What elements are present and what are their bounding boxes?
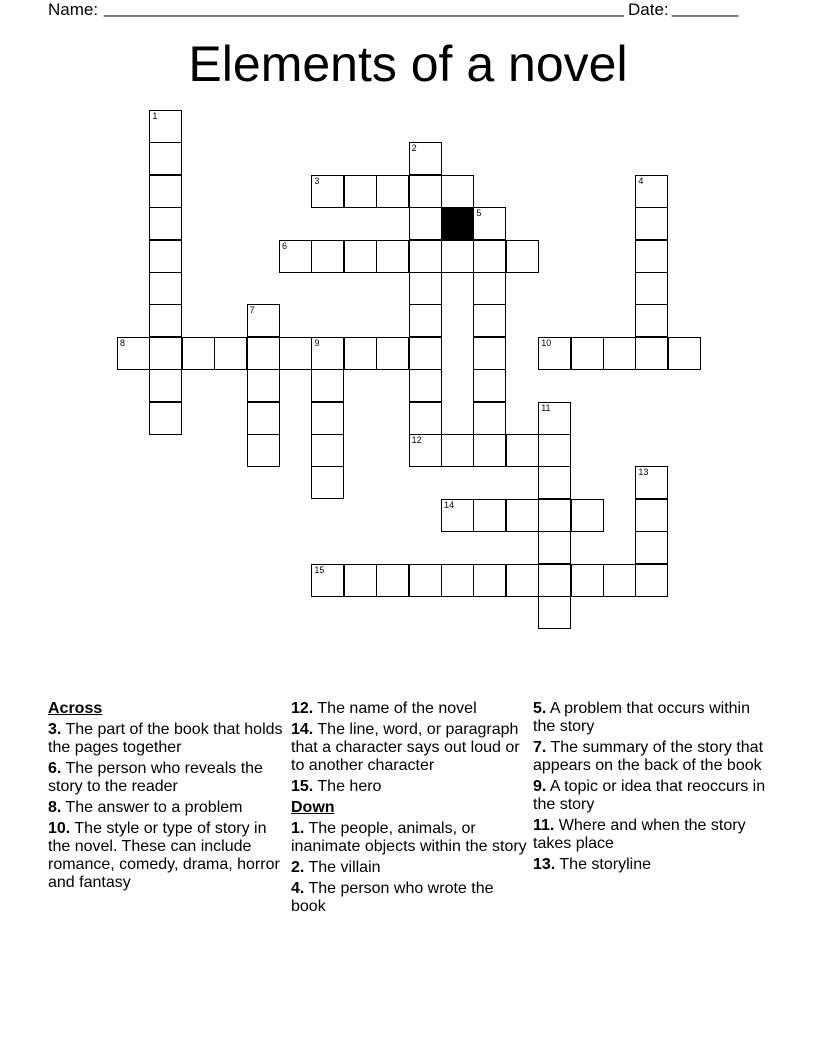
grid-cell[interactable] <box>311 175 344 208</box>
grid-cell[interactable] <box>409 304 442 337</box>
grid-cell[interactable] <box>473 304 506 337</box>
clue-item-text: The name of the novel <box>313 700 477 717</box>
grid-cell[interactable] <box>149 402 182 435</box>
clue-number: 9 <box>314 337 320 348</box>
grid-cell[interactable] <box>473 240 506 273</box>
clue-item-number: 15. <box>291 778 314 795</box>
grid-cell[interactable] <box>635 466 668 499</box>
clue-item <box>291 820 527 856</box>
grid-cell[interactable] <box>149 142 182 175</box>
clue-item <box>291 859 527 877</box>
clue-item-number: 10. <box>48 820 71 837</box>
clue-number: 11 <box>541 402 551 413</box>
grid-cell[interactable] <box>506 434 539 467</box>
clue-number: 7 <box>249 305 255 316</box>
clues-column-1 <box>48 700 284 895</box>
grid-cell[interactable] <box>635 337 668 370</box>
grid-cell[interactable] <box>149 240 182 273</box>
date-line[interactable]: _______ <box>672 0 739 17</box>
name-label: Name: <box>48 0 99 19</box>
clue-item <box>533 778 769 814</box>
clue-item-number: 7. <box>533 739 547 756</box>
grid-cell[interactable] <box>538 596 571 629</box>
clue-number: 1 <box>152 111 158 121</box>
down-heading: Down <box>291 799 335 816</box>
grid-cell[interactable] <box>409 240 442 273</box>
clue-item-number: 4. <box>291 880 305 897</box>
clue-item-number: 13. <box>533 856 556 873</box>
grid-cell[interactable] <box>603 564 636 597</box>
grid-cell[interactable] <box>635 175 668 208</box>
clue-item-text: The storyline <box>555 856 651 873</box>
clue-number: 3 <box>314 175 320 186</box>
clue-item-text: A topic or idea that reoccurs in the story <box>533 778 766 813</box>
clue-item-number: 1. <box>291 820 305 837</box>
grid-cell[interactable] <box>344 175 377 208</box>
grid-cell[interactable] <box>182 337 215 370</box>
grid-cell[interactable] <box>441 175 474 208</box>
clue-item <box>533 700 769 736</box>
grid-cell[interactable] <box>279 337 312 370</box>
grid-cell[interactable] <box>311 369 344 402</box>
grid-cell[interactable] <box>214 337 247 370</box>
clue-item-number: 6. <box>48 760 62 777</box>
down-clue-list-continued <box>533 700 769 874</box>
clue-item <box>533 739 769 775</box>
grid-cell[interactable] <box>149 304 182 337</box>
clue-item-number: 2. <box>291 859 305 876</box>
grid-cell[interactable] <box>247 402 280 435</box>
grid-cell[interactable] <box>538 564 571 597</box>
grid-block <box>441 207 474 240</box>
grid-cell[interactable] <box>409 207 442 240</box>
clue-item-number: 12. <box>291 700 314 717</box>
grid-cell[interactable] <box>409 369 442 402</box>
clue-item-text: The style or type of story in the novel. These can include romance, comedy, drama, horror and fantasy <box>48 820 280 891</box>
name-line[interactable]: _______________________________________________________ <box>104 0 625 17</box>
clue-number: 15 <box>314 564 325 575</box>
grid-cell[interactable] <box>668 337 701 370</box>
grid-cell[interactable] <box>441 499 474 532</box>
down-clue-list <box>291 820 527 916</box>
clue-number: 12 <box>411 435 422 445</box>
grid-cell[interactable] <box>506 564 539 597</box>
grid-cell[interactable] <box>376 564 409 597</box>
clue-number: 5 <box>476 208 482 219</box>
clue-item-number: 3. <box>48 721 62 738</box>
grid-cell[interactable] <box>473 337 506 370</box>
grid-cell[interactable] <box>473 272 506 305</box>
grid-cell[interactable] <box>409 434 442 467</box>
grid-cell[interactable] <box>473 402 506 435</box>
grid-cell[interactable] <box>149 110 182 143</box>
grid-cell[interactable] <box>149 207 182 240</box>
grid-cell[interactable] <box>311 402 344 435</box>
grid-cell[interactable] <box>149 369 182 402</box>
grid-cell[interactable] <box>279 240 312 273</box>
clue-number: 10 <box>541 337 552 348</box>
clue-item <box>533 817 769 853</box>
clue-item-text: Where and when the story takes place <box>533 817 746 852</box>
clue-item-text: The person who wrote the book <box>291 880 494 915</box>
grid-cell[interactable] <box>538 434 571 467</box>
grid-cell[interactable] <box>409 175 442 208</box>
grid-cell[interactable] <box>506 240 539 273</box>
grid-cell[interactable] <box>635 499 668 532</box>
clue-item-text: The answer to a problem <box>61 799 243 816</box>
clue-item <box>291 721 527 775</box>
grid-cell[interactable] <box>473 207 506 240</box>
clue-item-number: 8. <box>48 799 62 816</box>
grid-cell[interactable] <box>441 564 474 597</box>
across-clue-list-continued <box>291 700 527 796</box>
grid-cell[interactable] <box>117 337 150 370</box>
grid-cell[interactable] <box>473 499 506 532</box>
grid-cell[interactable] <box>473 369 506 402</box>
clue-item-text: A problem that occurs within the story <box>533 700 750 735</box>
grid-cell[interactable] <box>538 402 571 435</box>
clue-item-text: The line, word, or paragraph that a character says out loud or to another character <box>291 721 520 774</box>
clue-item <box>48 799 284 817</box>
grid-cell[interactable] <box>311 434 344 467</box>
grid-cell[interactable] <box>311 564 344 597</box>
grid-cell[interactable] <box>376 175 409 208</box>
clue-item-text: The hero <box>313 778 382 795</box>
grid-cell[interactable] <box>311 466 344 499</box>
grid-cell[interactable] <box>344 240 377 273</box>
clue-number: 6 <box>282 240 288 251</box>
grid-cell[interactable] <box>538 499 571 532</box>
grid-cell[interactable] <box>149 337 182 370</box>
grid-cell[interactable] <box>311 337 344 370</box>
grid-cell[interactable] <box>409 272 442 305</box>
clue-item <box>48 760 284 796</box>
grid-cell[interactable] <box>538 531 571 564</box>
grid-cell[interactable] <box>409 564 442 597</box>
grid-cell[interactable] <box>635 272 668 305</box>
clues-column-3 <box>533 700 769 877</box>
grid-cell[interactable] <box>473 564 506 597</box>
grid-cell[interactable] <box>247 434 280 467</box>
grid-cell[interactable] <box>149 272 182 305</box>
clue-item-text: The summary of the story that appears on the back of the book <box>533 739 764 774</box>
grid-cell[interactable] <box>635 240 668 273</box>
grid-cell[interactable] <box>376 240 409 273</box>
grid-cell[interactable] <box>409 402 442 435</box>
across-clue-list <box>48 721 284 892</box>
clue-item <box>48 721 284 757</box>
grid-cell[interactable] <box>441 240 474 273</box>
clue-item <box>291 700 527 718</box>
grid-cell[interactable] <box>441 434 474 467</box>
grid-cell[interactable] <box>538 466 571 499</box>
grid-cell[interactable] <box>247 304 280 337</box>
across-heading: Across <box>48 700 103 717</box>
clue-item-text: The person who reveals the story to the reader <box>48 760 263 795</box>
clue-number: 8 <box>120 337 126 348</box>
grid-cell[interactable] <box>635 304 668 337</box>
grid-cell[interactable] <box>409 142 442 175</box>
clue-item <box>533 856 769 874</box>
grid-cell[interactable] <box>409 337 442 370</box>
clue-item <box>291 880 527 916</box>
clue-number: 14 <box>444 499 455 510</box>
grid-cell[interactable] <box>376 337 409 370</box>
grid-cell[interactable] <box>571 564 604 597</box>
grid-cell[interactable] <box>344 564 377 597</box>
grid-cell[interactable] <box>571 499 604 532</box>
clue-item-text: The people, animals, or inanimate objects within the story <box>291 820 527 855</box>
clues-column-2 <box>291 700 527 919</box>
clue-number: 4 <box>638 175 644 186</box>
clue-number: 2 <box>411 143 417 154</box>
date-label: Date: <box>628 0 669 19</box>
page-title: Elements of a novel <box>188 36 628 92</box>
grid-cell[interactable] <box>635 564 668 597</box>
clue-item-number: 11. <box>533 817 555 834</box>
grid-cell[interactable] <box>247 337 280 370</box>
clue-item <box>48 820 284 892</box>
grid-cell[interactable] <box>247 369 280 402</box>
clue-number: 13 <box>638 467 649 478</box>
clue-item-number: 14. <box>291 721 314 738</box>
grid-cell[interactable] <box>473 434 506 467</box>
grid-cell[interactable] <box>635 531 668 564</box>
clue-item-number: 5. <box>533 700 547 717</box>
grid-cell[interactable] <box>603 337 636 370</box>
grid-cell[interactable] <box>311 240 344 273</box>
grid-cell[interactable] <box>344 337 377 370</box>
clue-item-text: The villain <box>304 859 381 876</box>
clue-item-text: The part of the book that holds the pages together <box>48 721 283 756</box>
grid-cell[interactable] <box>635 207 668 240</box>
clue-item <box>291 778 527 796</box>
grid-cell[interactable] <box>571 337 604 370</box>
grid-cell[interactable] <box>538 337 571 370</box>
grid-cell[interactable] <box>149 175 182 208</box>
clue-item-number: 9. <box>533 778 547 795</box>
grid-cell[interactable] <box>506 499 539 532</box>
